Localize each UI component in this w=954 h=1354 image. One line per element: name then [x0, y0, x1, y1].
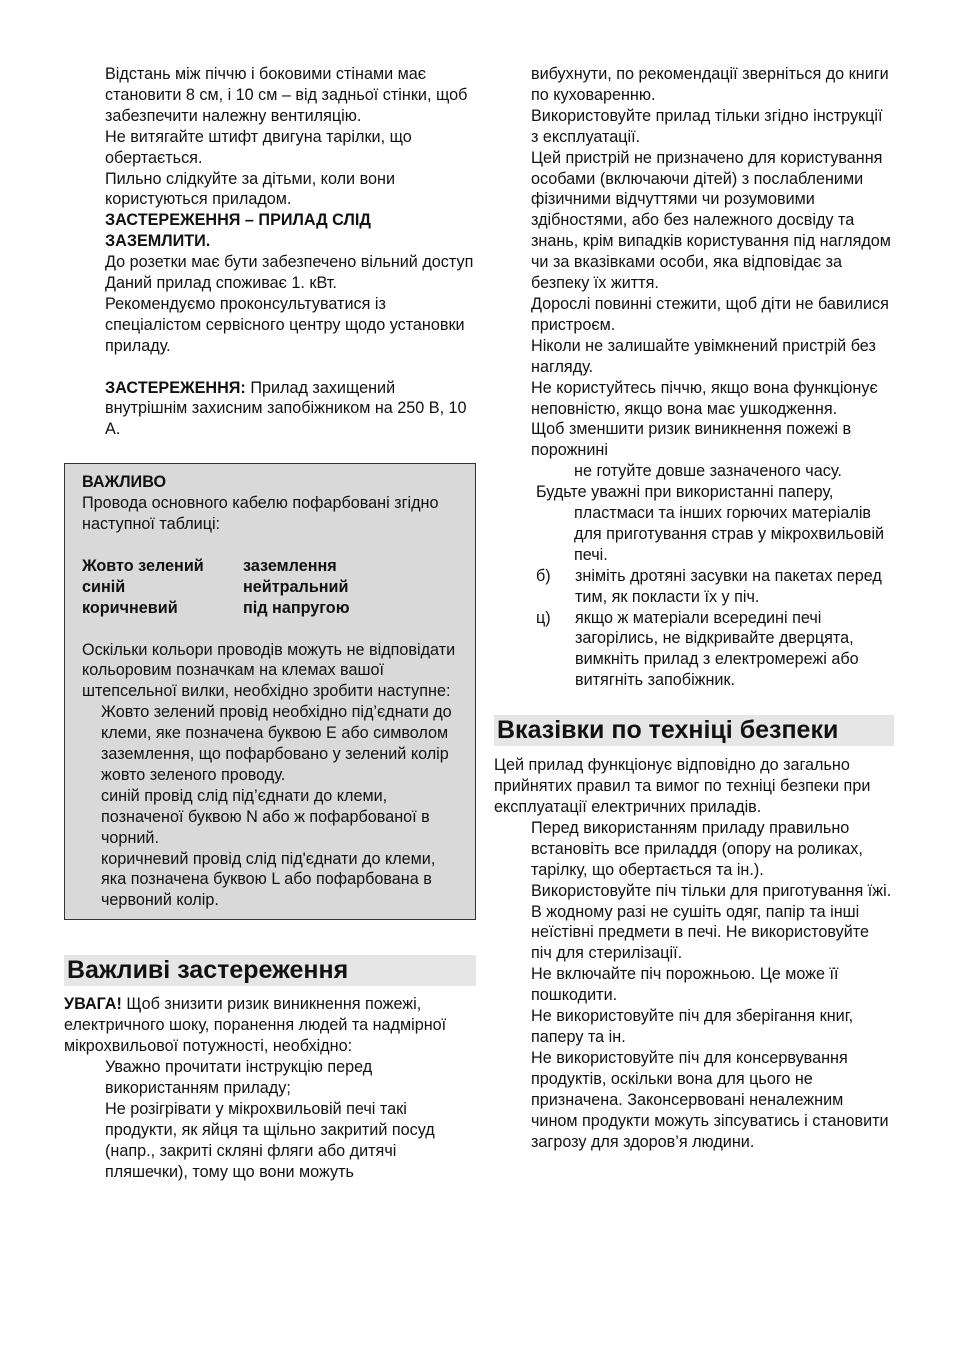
important-box-title: ВАЖЛИВО	[82, 473, 167, 492]
important-box-para: Оскільки кольори проводів можуть не відповідати кольоровим позначкам на клемах вашої штепсельної вилки, необхідно зробити наступне:	[82, 640, 456, 701]
safety-item: Використовуйте піч тільки для приготування їжі. В жодному разі не сушіть одяг, папір та інші неїстівні предмети в печі. Не використовуйте піч для стерилізації.	[531, 881, 892, 963]
left-column	[64, 64, 476, 1182]
wire-color: коричневий	[82, 598, 178, 617]
safety-intro: Цей прилад функціонує відповідно до загально прийнятих правил та вимог по техніці безпеки при експлуатації електричних приладів.	[494, 756, 871, 816]
power-consumption-note: Даний прилад споживає 1. кВт.	[105, 274, 337, 293]
children-note: Пильно слідкуйте за дітьми, коли вони користуються приладом.	[105, 169, 395, 209]
lettered-item	[494, 608, 894, 692]
grounding-warning: ЗАСТЕРЕЖЕННЯ – ПРИЛАД СЛІД ЗАЗЕМЛИТИ.	[105, 211, 371, 251]
section-heading-safety: Вказівки по техніці безпеки	[494, 715, 894, 746]
list-item: Ніколи не залишайте увімкнений пристрій без нагляду.	[531, 336, 876, 376]
list-item: Цей пристрій не призначено для користування особами (включаючи дітей) з послабленими фізичними відчуттями чи розумовими здібностями, або без належного досвіду та знань, крім випадків користування під наглядом чи за вказівками особи, яка відповідає за безпеку їх життя.	[531, 148, 891, 293]
fuse-warning-text: Прилад захищений внутрішнім захисним запобіжником на 250 В, 10 А.	[105, 378, 467, 439]
lettered-item-text: якщо ж матеріали всередині печі загорілись, не відкривайте дверцята, вимкніть прилад з електромережі або витягніть запобіжник.	[575, 608, 859, 690]
list-item: вибухнути, по рекомендації зверніться до книги по куховаренню.	[531, 65, 889, 104]
lettered-item-text: зніміть дротяні засувки на пакетах перед тим, як покласти їх у піч.	[575, 566, 882, 606]
wire-color-table	[82, 556, 465, 619]
safety-item: Перед використанням приладу правильно встановіть все приладдя (опору на роликах, тарілку, що обертається та ін.).	[531, 818, 863, 879]
list-item: Дорослі повинні стежити, щоб діти не бавилися пристроєм.	[531, 294, 889, 334]
attention-label: УВАГА!	[64, 995, 122, 1014]
safety-item: Не використовуйте піч для зберігання книг, паперу та ін.	[531, 1007, 854, 1046]
right-column	[494, 64, 894, 1152]
wire-function: нейтральний	[243, 577, 349, 596]
attention-item: Не розігрівати у мікрохвильовій печі такі продукти, як яйця та щільно закритий посуд (напр., закриті скляні фляги або дитячі пляшечки), тому що вони можуть	[105, 1099, 435, 1181]
socket-access-note: До розетки має бути забезпечено вільний доступ	[105, 253, 474, 272]
important-box-intro: Провода основного кабелю пофарбовані згідно наступної таблиці:	[82, 494, 439, 534]
safety-item: Не використовуйте піч для консервування продуктів, оскільки вона для цього не призначена. Законсервовані неналежним чином продукти можуть зіпсуватись і становити загрозу для здоров’я людини.	[531, 1048, 889, 1151]
list-item: Не користуйтесь піччю, якщо вона функціонує неповністю, якщо вона має ушкодження.	[531, 378, 878, 418]
wire-instruction-blue: синій провід слід під’єднати до клеми, позначеної буквою N або ж пофарбованої в чорний.	[101, 786, 430, 847]
fuse-warning-label: ЗАСТЕРЕЖЕННЯ:	[105, 378, 246, 397]
wire-color: Жовто зелений	[82, 556, 204, 575]
wire-function: під напругою	[243, 598, 350, 617]
wire-color: синій	[82, 577, 126, 596]
wire-instruction-yellow-green: Жовто зелений провід необхідно під’єднати до клеми, яке позначена буквою Е або символом заземлення, що пофарбовано у зелений колір жовто зеленого проводу.	[101, 703, 452, 784]
section-heading-important-warnings: Важливі застереження	[64, 955, 476, 986]
lettered-item	[494, 566, 894, 608]
fire-subitem: Будьте уважні при використанні паперу, пластмаси та інших горючих матеріалів для приготування страв у мікрохвильовій печі.	[536, 483, 885, 564]
fuse-warning	[64, 378, 476, 441]
safety-item: Не включайте піч порожньою. Це може її пошкодити.	[531, 965, 839, 1005]
spacing-note: Відстань між піччю і боковими стінами має становити 8 см, і 10 см – від задньої стінки, щоб забезпечити належну вентиляцію.	[105, 65, 468, 125]
installation-note: Рекомендуємо проконсультуватися із спеціалістом сервісного центру щодо установки приладу.	[105, 294, 465, 355]
lettered-item-mark: ц)	[536, 608, 551, 627]
attention-text: Щоб знизити ризик виникнення пожежі, електричного шоку, поранення людей та надмірної мікрохвильової потужності, необхідно:	[64, 995, 447, 1056]
list-item: Використовуйте прилад тільки згідно інструкції з експлуатації.	[531, 106, 883, 146]
fire-subitem: не готуйте довше зазначеного часу.	[574, 462, 842, 481]
motor-pin-note: Не витягайте штифт двигуна тарілки, що обертається.	[105, 127, 412, 167]
attention-paragraph	[64, 994, 476, 1057]
wire-instruction-brown: коричневий провід слід під'єднати до клеми, яка позначена буквою L або пофарбована в червоний колір.	[101, 849, 436, 910]
wire-function: заземлення	[243, 556, 337, 575]
lettered-item-mark: б)	[536, 566, 551, 585]
attention-item: Уважно прочитати інструкцію перед використанням приладу;	[105, 1058, 373, 1097]
list-item: Щоб зменшити ризик виникнення пожежі в порожнині	[531, 420, 852, 460]
important-box	[64, 463, 476, 920]
